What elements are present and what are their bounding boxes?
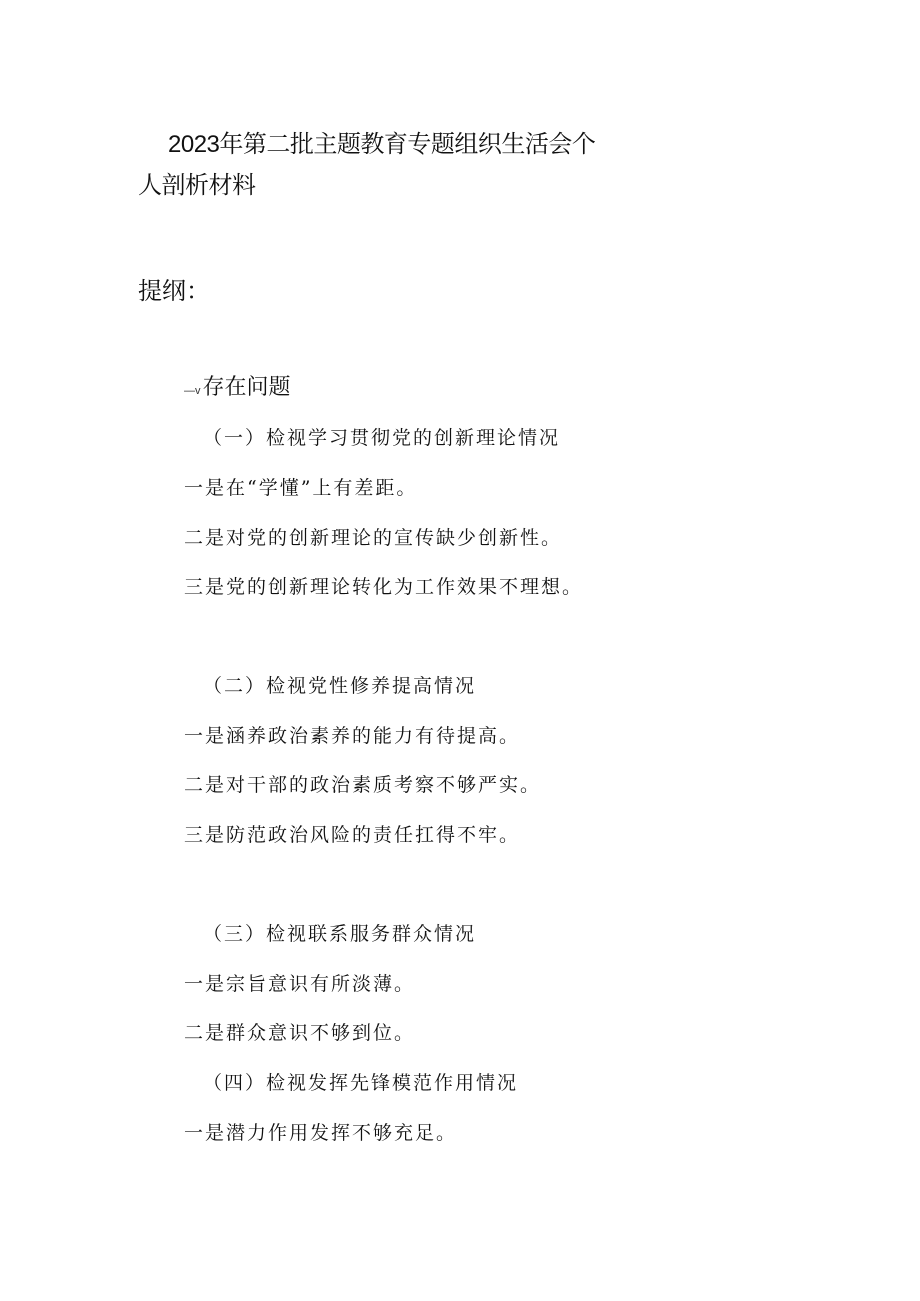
- subsection-heading-1: （一）检视学习贯彻党的创新理论情况: [203, 427, 561, 449]
- list-item: 一是宗旨意识有所淡薄。: [184, 973, 416, 995]
- list-item: 三是防范政治风险的责任扛得不牢。: [184, 824, 521, 846]
- list-item: 二是对干部的政治素质考察不够严实。: [184, 774, 542, 796]
- subsection-heading-3: （三）检视联系服务群众情况: [203, 923, 477, 945]
- document-title: 2023年第二批主题教育专题组织生活会个人剖析材料: [138, 131, 596, 199]
- outline-label: 提纲：: [138, 278, 210, 305]
- list-item: 一是潜力作用发挥不够充足。: [184, 1122, 458, 1144]
- subsection-heading-4: （四）检视发挥先锋模范作用情况: [203, 1072, 519, 1094]
- list-item: 二是对党的创新理论的宣传缺少创新性。: [184, 527, 563, 549]
- list-item: 三是党的创新理论转化为工作效果不理想。: [184, 576, 584, 598]
- list-item: 一是涵养政治素养的能力有待提高。: [184, 725, 521, 747]
- section-heading: [184, 372, 291, 406]
- section-marker: —v: [184, 385, 201, 397]
- section-title: 存在问题: [202, 374, 291, 399]
- subsection-heading-2: （二）检视党性修养提高情况: [203, 675, 477, 697]
- list-item: 二是群众意识不够到位。: [184, 1022, 416, 1044]
- list-item: 一是在“学懂”上有差距。: [184, 477, 418, 499]
